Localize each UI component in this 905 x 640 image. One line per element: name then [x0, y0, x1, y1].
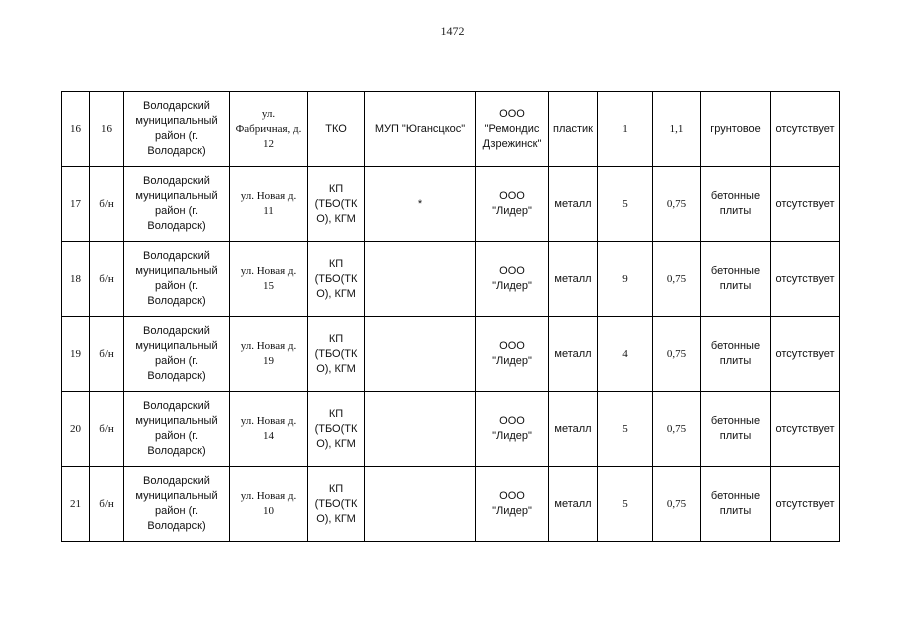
cell-row-number: 20	[62, 392, 90, 467]
cell-operator: ООО "Лидер"	[476, 467, 549, 542]
cell-registry-number: б/н	[90, 467, 124, 542]
cell-container-volume: 0,75	[653, 167, 701, 242]
cell-registry-number: 16	[90, 92, 124, 167]
waste-sites-table	[61, 91, 840, 542]
table-body	[62, 92, 840, 542]
cell-container-count: 5	[598, 392, 653, 467]
cell-surface: бетонные плиты	[701, 317, 771, 392]
cell-owner: МУП "Югансцкос"	[365, 92, 476, 167]
cell-container-count: 4	[598, 317, 653, 392]
cell-owner: *	[365, 167, 476, 242]
table-row	[62, 317, 840, 392]
cell-registry-number: б/н	[90, 317, 124, 392]
cell-waste-type: КП (ТБО(ТК О), КГМ	[308, 167, 365, 242]
cell-fence: отсутствует	[771, 92, 840, 167]
cell-container-volume: 0,75	[653, 467, 701, 542]
cell-owner	[365, 242, 476, 317]
table-row	[62, 242, 840, 317]
cell-container-material: металл	[549, 392, 598, 467]
cell-container-material: металл	[549, 167, 598, 242]
cell-fence: отсутствует	[771, 317, 840, 392]
cell-container-volume: 1,1	[653, 92, 701, 167]
table-row	[62, 92, 840, 167]
cell-container-count: 5	[598, 467, 653, 542]
cell-surface: бетонные плиты	[701, 242, 771, 317]
cell-surface: бетонные плиты	[701, 167, 771, 242]
cell-address: ул. Новая д. 11	[230, 167, 308, 242]
cell-container-material: пластик	[549, 92, 598, 167]
cell-operator: ООО "Лидер"	[476, 167, 549, 242]
cell-fence: отсутствует	[771, 392, 840, 467]
cell-fence: отсутствует	[771, 242, 840, 317]
table-row	[62, 392, 840, 467]
cell-address: ул. Новая д. 19	[230, 317, 308, 392]
table-row	[62, 167, 840, 242]
cell-container-count: 9	[598, 242, 653, 317]
cell-container-count: 1	[598, 92, 653, 167]
cell-district: Володарский муниципальный район (г. Володарск)	[124, 467, 230, 542]
cell-container-material: металл	[549, 242, 598, 317]
cell-registry-number: б/н	[90, 167, 124, 242]
cell-operator: ООО "Лидер"	[476, 242, 549, 317]
cell-container-volume: 0,75	[653, 317, 701, 392]
cell-container-material: металл	[549, 317, 598, 392]
cell-owner	[365, 392, 476, 467]
table-row	[62, 467, 840, 542]
cell-waste-type: КП (ТБО(ТК О), КГМ	[308, 392, 365, 467]
cell-container-volume: 0,75	[653, 242, 701, 317]
cell-row-number: 19	[62, 317, 90, 392]
cell-owner	[365, 467, 476, 542]
cell-row-number: 17	[62, 167, 90, 242]
cell-waste-type: КП (ТБО(ТК О), КГМ	[308, 467, 365, 542]
cell-district: Володарский муниципальный район (г. Володарск)	[124, 392, 230, 467]
cell-container-volume: 0,75	[653, 392, 701, 467]
cell-waste-type: КП (ТБО(ТК О), КГМ	[308, 242, 365, 317]
cell-surface: грунтовое	[701, 92, 771, 167]
cell-waste-type: КП (ТБО(ТК О), КГМ	[308, 317, 365, 392]
cell-district: Володарский муниципальный район (г. Володарск)	[124, 92, 230, 167]
cell-address: ул. Новая д. 10	[230, 467, 308, 542]
cell-registry-number: б/н	[90, 242, 124, 317]
cell-row-number: 18	[62, 242, 90, 317]
cell-fence: отсутствует	[771, 167, 840, 242]
cell-surface: бетонные плиты	[701, 392, 771, 467]
cell-address: ул. Фабричная, д. 12	[230, 92, 308, 167]
cell-operator: ООО "Ремондис Дзрежинск"	[476, 92, 549, 167]
cell-waste-type: ТКО	[308, 92, 365, 167]
cell-row-number: 16	[62, 92, 90, 167]
cell-operator: ООО "Лидер"	[476, 317, 549, 392]
cell-owner	[365, 317, 476, 392]
cell-district: Володарский муниципальный район (г. Володарск)	[124, 167, 230, 242]
cell-address: ул. Новая д. 14	[230, 392, 308, 467]
cell-district: Володарский муниципальный район (г. Володарск)	[124, 242, 230, 317]
cell-container-material: металл	[549, 467, 598, 542]
cell-operator: ООО "Лидер"	[476, 392, 549, 467]
cell-container-count: 5	[598, 167, 653, 242]
cell-fence: отсутствует	[771, 467, 840, 542]
page-number: 1472	[440, 24, 465, 38]
cell-surface: бетонные плиты	[701, 467, 771, 542]
cell-registry-number: б/н	[90, 392, 124, 467]
cell-district: Володарский муниципальный район (г. Володарск)	[124, 317, 230, 392]
cell-address: ул. Новая д. 15	[230, 242, 308, 317]
cell-row-number: 21	[62, 467, 90, 542]
